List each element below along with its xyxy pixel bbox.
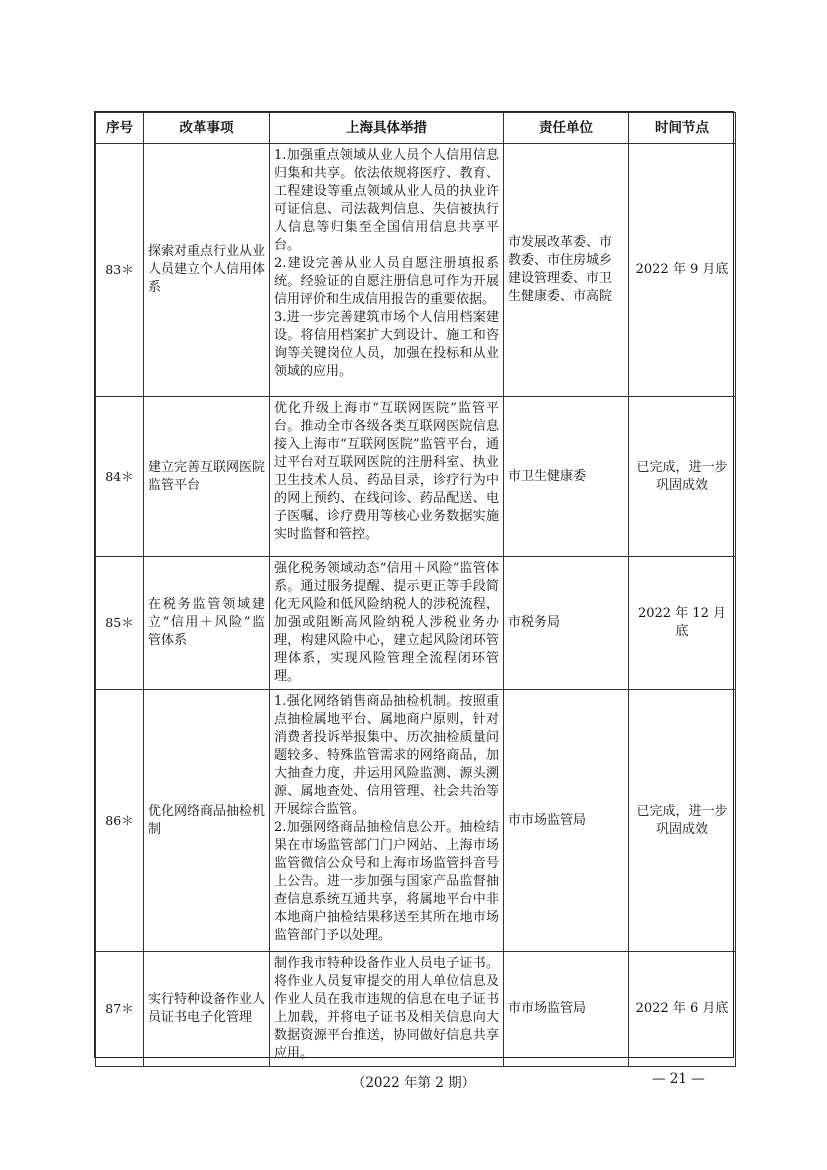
- table-row: [96, 397, 736, 557]
- measures-cell: [270, 144, 504, 397]
- responsible-unit: 市发展改革委、市教委、市住房城乡建设管理委、市卫生健康委、市高院: [504, 144, 629, 397]
- measures-cell: [270, 557, 504, 690]
- header-time: 时间节点: [629, 113, 736, 144]
- reform-item: 探索对重点行业从业人员建立个人信用体系: [144, 144, 270, 397]
- reform-table: [94, 111, 734, 1061]
- deadline: 已完成，进一步巩固成效: [629, 690, 736, 952]
- deadline: 2022 年 9 月底: [629, 144, 736, 397]
- measure-text: 1.加强重点领域从业人员个人信用信息归集和共享。依法依规将医疗、教育、工程建设等重点领域从业人员的执业许可证信息、司法裁判信息、失信被执行人信息等归集至全国信用信息共享平台。: [274, 148, 499, 253]
- page-number: — 21 —: [652, 1071, 705, 1087]
- table-row: [96, 690, 736, 952]
- table-row: [96, 144, 736, 397]
- responsible-unit: 市卫生健康委: [504, 397, 629, 557]
- table-row: [96, 557, 736, 690]
- responsible-unit: 市市场监管局: [504, 952, 629, 1067]
- reform-item: 在税务监管领域建立“信用＋风险”监管体系: [144, 557, 270, 690]
- row-number: 85＊: [96, 557, 144, 690]
- measure-text: 2.建设完善从业人员自愿注册填报系统。经验证的自愿注册信息可作为开展信用评价和生成信用报告的重要依据。: [274, 256, 499, 307]
- measure-text: 优化升级上海市“互联网医院”监管平台。推动全市各级各类互联网医院信息接入上海市“互联网医院”监管平台，通过平台对互联网医院的注册科室、执业卫生技术人员、药品目录，诊疗行为中的网上预约、在线问诊、药品配送、电子医嘱、诊疗费用等核心业务数据实施实时监督和管控。: [274, 401, 499, 542]
- measure-text: 2.加强网络商品抽检信息公开。抽检结果在市场监管部门门户网站、上海市场监管微信公众号和上海市场监管抖音号上公告。进一步加强与国家产品监督抽查信息系统互通共享，将属地平台中非本地商户抽检结果移送至其所在地市场监管部门予以处理。: [274, 820, 499, 943]
- measure-text: 1.强化网络销售商品抽检机制。按照重点抽检属地平台、属地商户原则，针对消费者投诉举报集中、历次抽检质量问题较多、特殊监管需求的网络商品，加大抽查力度，并运用风险监测、源头溯源、属地查处、信用管理、社会共治等开展综合监管。: [274, 694, 499, 817]
- header-item: 改革事项: [144, 113, 270, 144]
- row-number: 87＊: [96, 952, 144, 1067]
- measures-cell: [270, 690, 504, 952]
- issue-label: （2022 年第 2 期）: [351, 1075, 476, 1091]
- reform-item: 建立完善互联网医院监管平台: [144, 397, 270, 557]
- responsible-unit: 市税务局: [504, 557, 629, 690]
- reform-item: 实行特种设备作业人员证书电子化管理: [144, 952, 270, 1067]
- measures-cell: [270, 952, 504, 1067]
- table-row: [96, 952, 736, 1067]
- row-number: 84＊: [96, 397, 144, 557]
- header-measures: 上海具体举措: [270, 113, 504, 144]
- header-no: 序号: [96, 113, 144, 144]
- measure-text: 制作我市特种设备作业人员电子证书。将作业人员复审提交的用人单位信息及作业人员在我市违规的信息在电子证书上加载，并将电子证书及相关信息向大数据资源平台推送，协同做好信息共享应用。: [274, 956, 499, 1061]
- measure-text: 强化税务领域动态“信用＋风险”监管体系。通过服务提醒、提示更正等手段简化无风险和低风险纳税人的涉税流程，加强或阻断高风险纳税人涉税业务办理，构建风险中心，建立起风险闭环管理体系，实现风险管理全流程闭环管理。: [274, 561, 499, 684]
- header-unit: 责任单位: [504, 113, 629, 144]
- deadline: 2022 年 6 月底: [629, 952, 736, 1067]
- measure-text: 3.进一步完善建筑市场个人信用档案建设。将信用档案扩大到设计、施工和咨询等关键岗位人员，加强在投标和从业领域的应用。: [274, 310, 499, 379]
- deadline: 已完成，进一步巩固成效: [629, 397, 736, 557]
- deadline: 2022 年 12 月底: [629, 557, 736, 690]
- responsible-unit: 市市场监管局: [504, 690, 629, 952]
- row-number: 86＊: [96, 690, 144, 952]
- row-number: 83＊: [96, 144, 144, 397]
- reform-item: 优化网络商品抽检机制: [144, 690, 270, 952]
- table-header-row: [96, 113, 736, 144]
- measures-cell: [270, 397, 504, 557]
